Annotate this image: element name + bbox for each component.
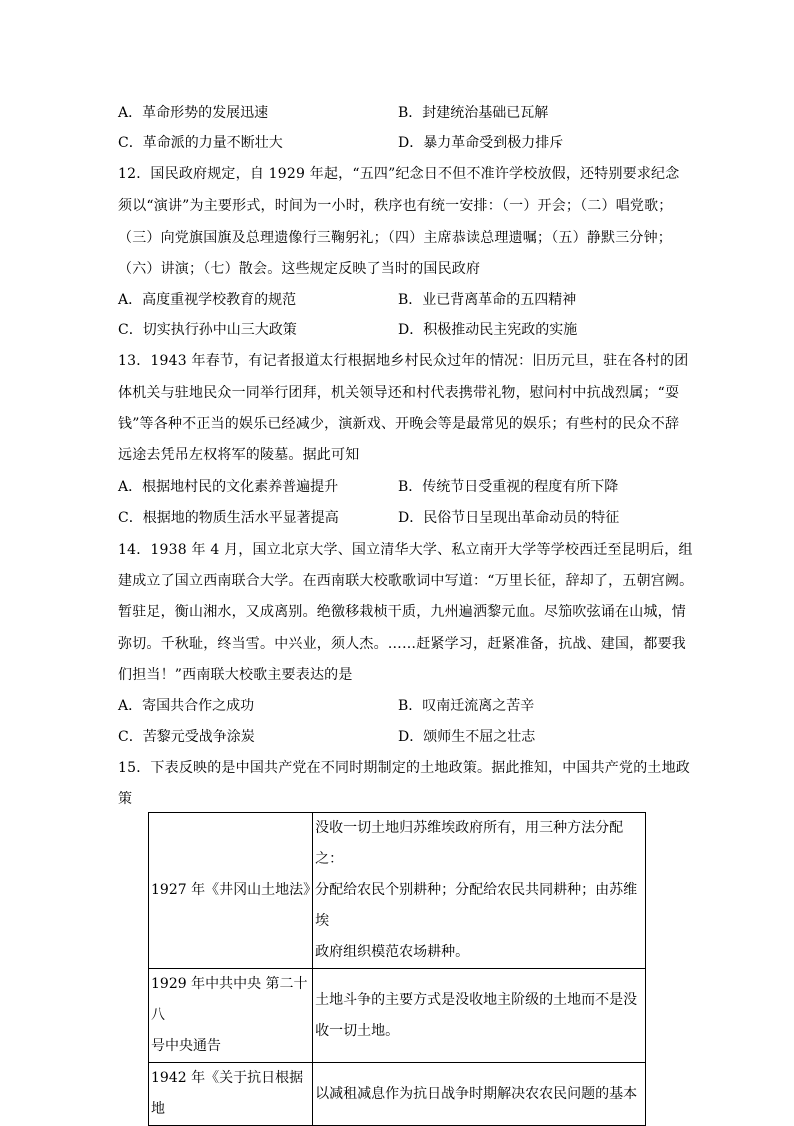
q11-option-a[interactable]: A．革命形势的发展迅速: [118, 105, 269, 121]
policy-content-cell: [313, 813, 646, 969]
q14-stem-line-3: 暂驻足，衡山湘水，又成离别。绝徼移栽桢干质，九州遍洒黎元血。尽笳吹弦诵在山城，情: [118, 604, 686, 620]
table-row: [149, 813, 646, 969]
policy-name: 1929 年中共中央 第二十八: [151, 976, 308, 1023]
q14-option-d[interactable]: D．颂师生不屈之壮志: [398, 729, 536, 745]
q13-option-a[interactable]: A．根据地村民的文化素养普遍提升: [118, 479, 339, 495]
q12-option-d[interactable]: D．积极推动民主宪政的实施: [398, 322, 578, 338]
q12-stem-line-2: 须以“演讲”为主要形式，时间为一小时，秩序也有统一安排：（一）开会；（二）唱党歌；: [118, 198, 673, 214]
land-policy-table: [148, 812, 646, 1126]
policy-content-cell: [313, 1063, 646, 1126]
q14-stem-line-4: 弥切。千秋耻，终当雪。中兴业，须人杰。……赶紧学习，赶紧准备，抗战、建国，都要我: [118, 636, 686, 652]
policy-name: 1942 年《关于抗日根据地: [151, 1070, 304, 1117]
q13-stem-line-4: 远途去凭吊左权将军的陵墓。据此可知: [118, 447, 360, 463]
policy-content-cell: [313, 969, 646, 1063]
policy-name-cell: [149, 813, 318, 969]
policy-content-line: 土地斗争的主要方式是没收地主阶级的土地而不是没: [315, 991, 638, 1008]
table-row: [149, 1063, 646, 1126]
q13-option-d[interactable]: D．民俗节日呈现出革命动员的特征: [398, 510, 620, 526]
q13-option-b[interactable]: B．传统节日受重视的程度有所下降: [398, 479, 619, 495]
q13-stem-line-2: 体机关与驻地民众一同举行团拜，机关领导还和村代表携带礼物，慰问村中抗战烈属；“耍: [118, 385, 680, 401]
q11-option-c[interactable]: C．革命派的力量不断壮大: [118, 135, 283, 151]
policy-content-line: 分配给农民个别耕种；分配给农民共同耕种；由苏维埃: [315, 882, 638, 929]
q13-stem-line-3: 钱”等各种不正当的娱乐已经减少，演新戏、开晚会等是最常见的娱乐；有些村的民众不辞: [118, 416, 680, 432]
q13-option-c[interactable]: C．根据地的物质生活水平显著提高: [118, 510, 339, 526]
q13-stem-line-1: 13．1943 年春节，有记者报道太行根据地乡村民众过年的情况：旧历元旦，驻在各村的团: [118, 353, 689, 369]
policy-name-cell: [149, 1063, 313, 1126]
q12-option-a[interactable]: A．高度重视学校教育的规范: [118, 292, 297, 308]
policy-content-line: 没收一切土地归苏维埃政府所有，用三种方法分配之：: [315, 820, 624, 867]
q12-stem-line-1: 12．国民政府规定，自 1929 年起，“五四”纪念日不但不准许学校放假，还特别要求纪念: [118, 166, 680, 182]
policy-name: 1927 年《井冈山土地法》: [151, 882, 318, 898]
q11-option-d[interactable]: D．暴力革命受到极力排斥: [398, 135, 564, 151]
q15-stem-line-1: 15．下表反映的是中国共产党在不同时期制定的土地政策。据此推知，中国共产党的土地政: [118, 760, 691, 776]
q14-option-a[interactable]: A．寄国共合作之成功: [118, 698, 255, 714]
q14-stem-line-1: 14．1938 年 4 月，国立北京大学、国立清华大学、私立南开大学等学校西迁至昆明后，组: [118, 542, 693, 558]
policy-name-cell: [149, 969, 313, 1063]
q12-stem-line-3: （三）向党旗国旗及总理遗像行三鞠躬礼；（四）主席恭读总理遗嘱；（五）静默三分钟；: [118, 230, 672, 246]
q11-option-b[interactable]: B．封建统治基础已瓦解: [398, 105, 549, 121]
q14-stem-line-2: 建成立了国立西南联合大学。在西南联大校歌歌词中写道：“万里长征，辞却了，五朝宫阙。: [118, 573, 694, 589]
q14-option-b[interactable]: B．叹南迁流离之苦辛: [398, 698, 535, 714]
q14-stem-line-5: 们担当！”西南联大校歌主要表达的是: [118, 667, 353, 683]
policy-name: 号中央通告: [151, 1038, 221, 1054]
policy-content-line: 政府组织模范农场耕种。: [315, 944, 470, 960]
q12-stem-line-4: （六）讲演；（七）散会。这些规定反映了当时的国民政府: [118, 261, 481, 277]
q12-option-b[interactable]: B．业已背离革命的五四精神: [398, 292, 577, 308]
policy-content-line: 以减租减息作为抗日战争时期解决农农民问题的基本: [315, 1085, 638, 1102]
policy-content-line: 收一切土地。: [315, 1022, 400, 1039]
q12-option-c[interactable]: C．切实执行孙中山三大政策: [118, 322, 297, 338]
table-row: [149, 969, 646, 1063]
q14-option-c[interactable]: C．苦黎元受战争涂炭: [118, 729, 255, 745]
q15-stem-line-2: 策: [118, 791, 133, 807]
